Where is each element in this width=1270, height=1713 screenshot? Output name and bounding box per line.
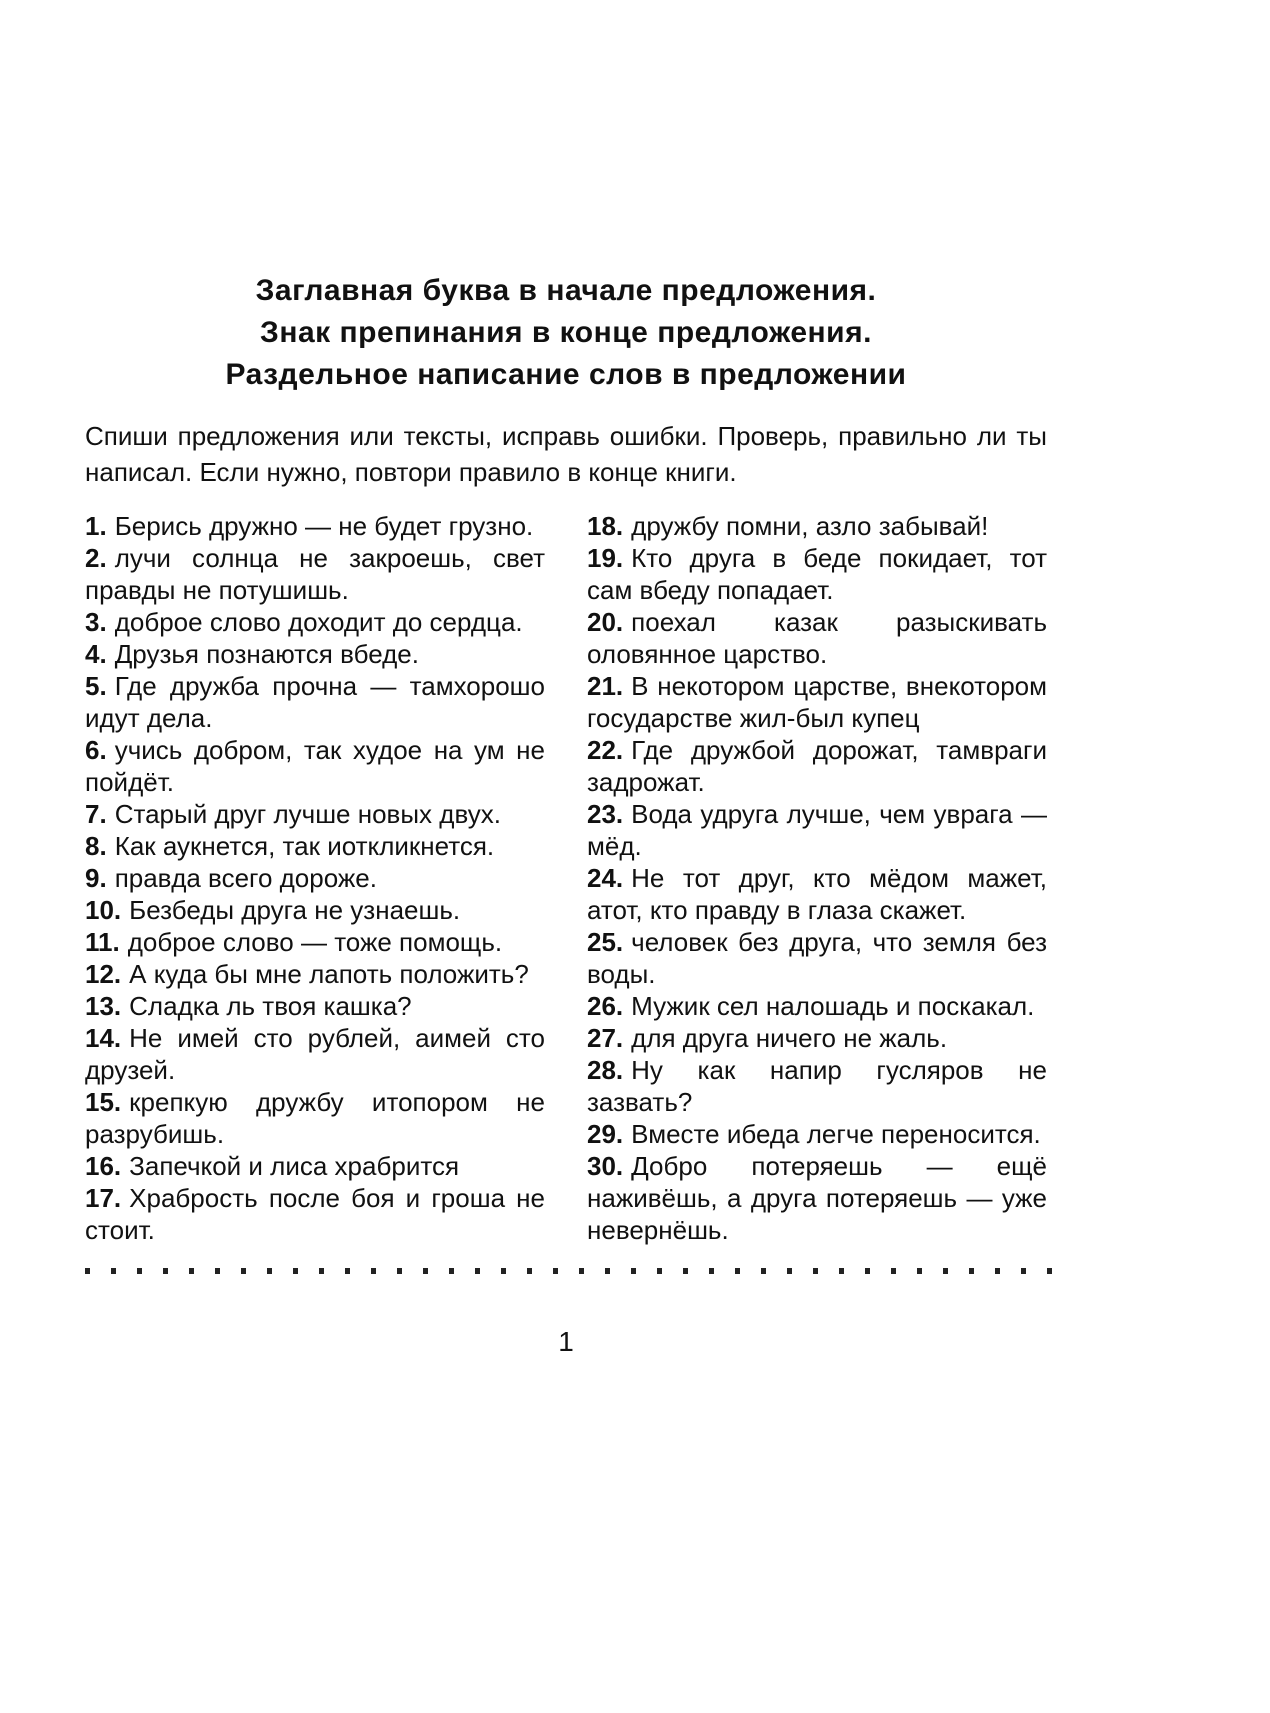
item-text: человек без друга, что земля без воды. (587, 927, 1047, 989)
list-item (587, 862, 1047, 926)
item-number: 23. (587, 799, 624, 829)
item-number: 3. (85, 607, 107, 637)
item-number: 10. (85, 895, 122, 925)
item-text: Не тот друг, кто мёдом мажет, атот, кто правду в глаза скажет. (587, 863, 1047, 925)
item-number: 17. (85, 1183, 122, 1213)
item-text: В некотором царстве, внекотором государстве жил-был купец (587, 671, 1047, 733)
right-column (587, 510, 1047, 1246)
item-number: 16. (85, 1151, 122, 1181)
list-item (587, 510, 1047, 542)
list-item (587, 990, 1047, 1022)
list-item (85, 1150, 545, 1182)
item-text: Вода удруга лучше, чем уврага — мёд. (587, 799, 1047, 861)
page-content (85, 270, 1047, 1358)
item-number: 22. (587, 735, 624, 765)
list-item (85, 638, 545, 670)
item-text: дружбу помни, азло забывай! (631, 511, 989, 541)
item-number: 29. (587, 1119, 624, 1149)
item-number: 18. (587, 511, 624, 541)
item-number: 9. (85, 863, 107, 893)
list-item (587, 1150, 1047, 1246)
item-text: Запечкой и лиса храбрится (129, 1151, 460, 1181)
item-text: доброе слово — тоже помощь. (127, 927, 503, 957)
page-title (85, 270, 1047, 396)
item-number: 11. (85, 927, 120, 957)
list-item (85, 734, 545, 798)
list-item (85, 894, 545, 926)
list-item (85, 1182, 545, 1246)
list-item (85, 862, 545, 894)
list-item (85, 798, 545, 830)
item-text: Берись дружно — не будет грузно. (114, 511, 534, 541)
item-number: 12. (85, 959, 122, 989)
page-number: 1 (558, 1326, 574, 1357)
list-item (85, 542, 545, 606)
item-number: 30. (587, 1151, 624, 1181)
item-text: Кто друга в беде покидает, тот сам вбеду попадает. (587, 543, 1047, 605)
list-item (85, 990, 545, 1022)
list-item (85, 1086, 545, 1150)
item-number: 28. (587, 1055, 624, 1085)
list-item (85, 1022, 545, 1086)
list-item (587, 1118, 1047, 1150)
heading-line-1: Заглавная буква в начале предложения. (255, 274, 877, 307)
item-number: 14. (85, 1023, 122, 1053)
item-text: Мужик сел налошадь и поскакал. (631, 991, 1035, 1021)
item-number: 15. (85, 1087, 122, 1117)
item-number: 8. (85, 831, 107, 861)
item-text: Сладка ль твоя кашка? (129, 991, 412, 1021)
item-text: Не имей сто рублей, аимей сто друзей. (85, 1023, 545, 1085)
list-item (587, 1054, 1047, 1118)
item-text: крепкую дружбу итопором не разрубишь. (85, 1087, 545, 1149)
item-number: 24. (587, 863, 624, 893)
item-text: доброе слово доходит до сердца. (114, 607, 523, 637)
item-number: 2. (85, 543, 107, 573)
list-item (85, 926, 545, 958)
item-text: для друга ничего не жаль. (631, 1023, 948, 1053)
item-text: Вместе ибеда легче переносится. (631, 1119, 1041, 1149)
list-item (85, 510, 545, 542)
list-item (85, 670, 545, 734)
item-text: правда всего дороже. (114, 863, 377, 893)
item-text: Друзья познаются вбеде. (114, 639, 419, 669)
list-item (587, 1022, 1047, 1054)
item-text: Как аукнется, так иоткликнется. (114, 831, 495, 861)
item-number: 5. (85, 671, 107, 701)
list-item (587, 926, 1047, 990)
exercise-instructions: Спиши предложения или тексты, исправь ошибки. Проверь, правильно ли ты написал. Если нужно, повтори правило в конце книги. (85, 421, 1047, 487)
list-item (587, 542, 1047, 606)
item-text: А куда бы мне лапоть положить? (129, 959, 529, 989)
item-number: 7. (85, 799, 107, 829)
item-number: 13. (85, 991, 122, 1021)
left-column (85, 510, 545, 1246)
item-number: 25. (587, 927, 624, 957)
item-text: Старый друг лучше новых двух. (114, 799, 501, 829)
list-item (587, 606, 1047, 670)
dotted-separator (85, 1268, 1053, 1274)
exercise-columns (85, 510, 1047, 1246)
item-number: 21. (587, 671, 624, 701)
item-number: 19. (587, 543, 624, 573)
item-number: 26. (587, 991, 624, 1021)
heading-line-3: Раздельное написание слов в предложении (225, 358, 907, 391)
item-text: учись добром, так худое на ум не пойдёт. (85, 735, 545, 797)
item-number: 6. (85, 735, 107, 765)
list-item (85, 606, 545, 638)
item-text: Безбеды друга не узнаешь. (129, 895, 461, 925)
item-number: 1. (85, 511, 107, 541)
item-number: 4. (85, 639, 107, 669)
list-item (587, 670, 1047, 734)
list-item (85, 830, 545, 862)
heading-line-2: Знак препинания в конце предложения. (260, 316, 872, 349)
item-text: Добро потеряешь — ещё наживёшь, а друга потеряешь — уже невернёшь. (587, 1151, 1047, 1245)
item-text: Где дружбой дорожат, тамвраги задрожат. (587, 735, 1047, 797)
item-text: лучи солнца не закроешь, свет правды не потушишь. (85, 543, 545, 605)
item-text: поехал казак разыскивать оловянное царство. (587, 607, 1047, 669)
item-text: Ну как напир гусляров не зазвать? (587, 1055, 1047, 1117)
item-number: 27. (587, 1023, 624, 1053)
list-item (587, 798, 1047, 862)
item-number: 20. (587, 607, 624, 637)
item-text: Храбрость после боя и гроша не стоит. (85, 1183, 545, 1245)
list-item (587, 734, 1047, 798)
list-item (85, 958, 545, 990)
item-text: Где дружба прочна — тамхорошо идут дела. (85, 671, 545, 733)
